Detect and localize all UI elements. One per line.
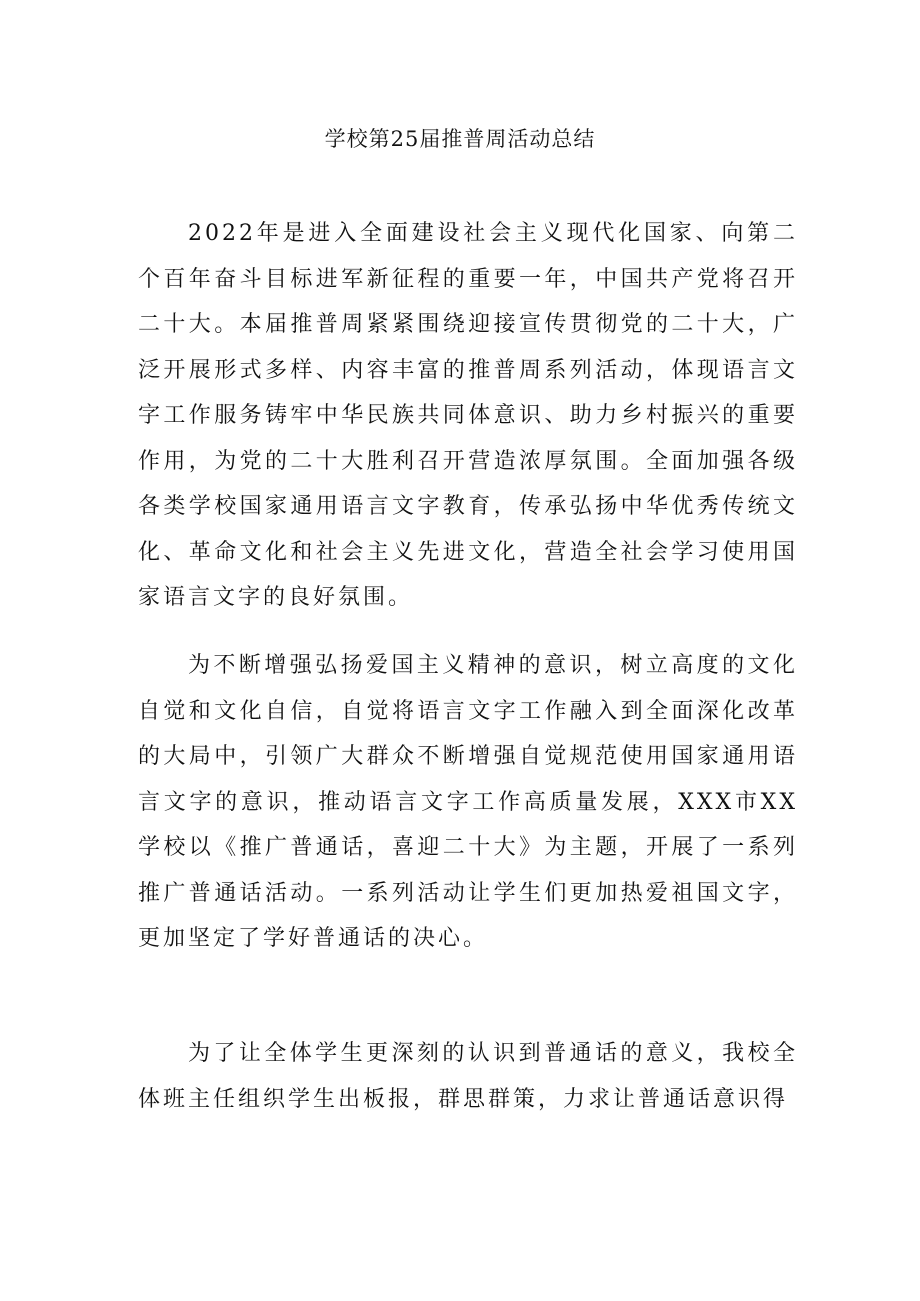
paragraph-1: 2022年是进入全面建设社会主义现代化国家、向第二个百年奋斗目标进军新征程的重要一年，中国共产党将召开二十大。本届推普周紧紧围绕迎接宣传贯彻党的二十大，广泛开展形式多样、内容丰富的推普周系列活动，体现语言文字工作服务铸牢中华民族共同体意识、助力乡村振兴的重要作用，为党的二十大胜利召开营造浓厚氛围。全面加强各级各类学校国家通用语言文字教育，传承弘扬中华优秀传统文化、革命文化和社会主义先进文化，营造全社会学习使用国家语言文字的良好氛围。 — [138, 221, 798, 610]
document-title: 学校第25届推普周活动总结 — [324, 127, 596, 151]
paragraph-2: 为不断增强弘扬爱国主义精神的意识，树立高度的文化自觉和文化自信，自觉将语言文字工作融入到全面深化改革的大局中，引领广大群众不断增强自觉规范使用国家通用语言文字的意识，推动语言文字工作高质量发展，XXX市XX学校以《推广普通话，喜迎二十大》为主题，开展了一系列推广普通话活动。一系列活动让学生们更加热爱祖国文字，更加坚定了学好普通话的决心。 — [138, 653, 798, 951]
paragraph-3: 为了让全体学生更深刻的认识到普通话的意义，我校全体班主任组织学生出板报，群思群策，力求让普通话意识得 — [138, 1041, 798, 1112]
